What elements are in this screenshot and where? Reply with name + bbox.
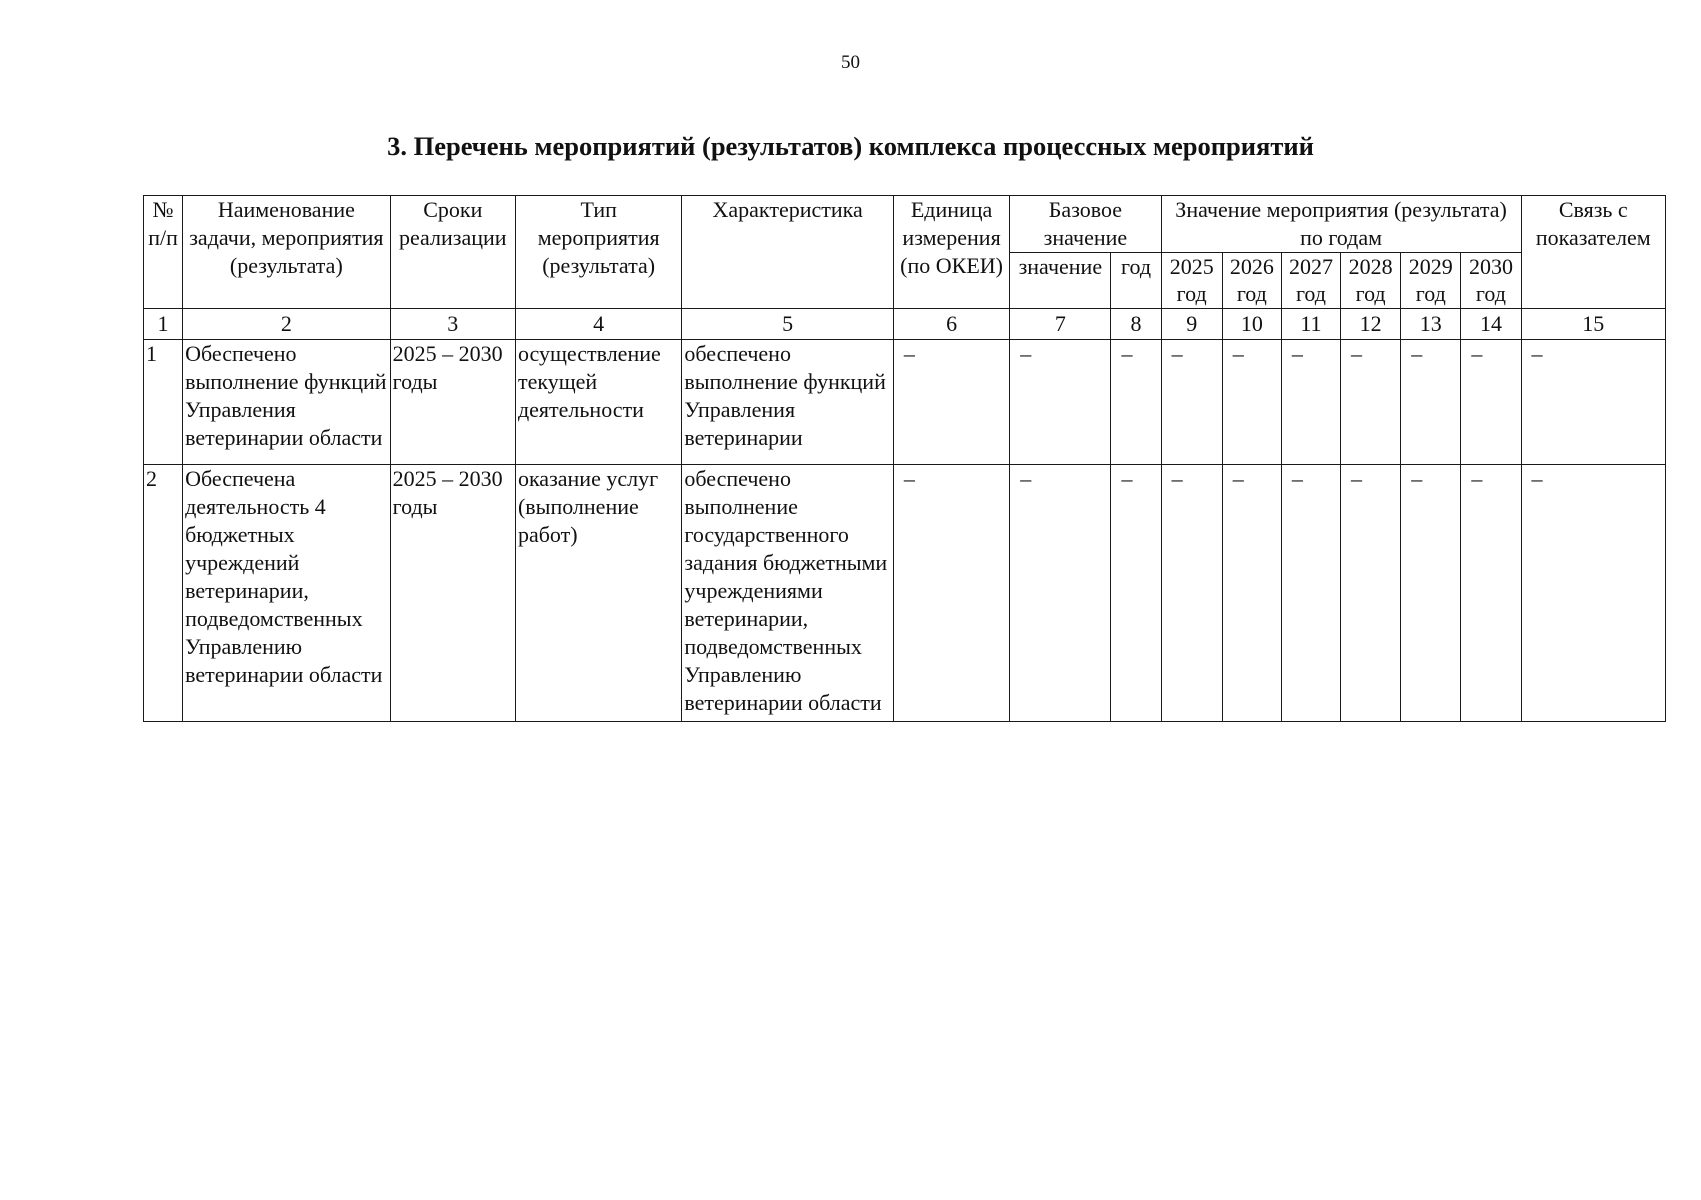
row-value-2026: – bbox=[1222, 465, 1281, 722]
header-col-number: № п/п bbox=[144, 196, 183, 309]
row-link: – bbox=[1521, 340, 1665, 465]
row-value-2027: – bbox=[1281, 465, 1340, 722]
column-number: 15 bbox=[1521, 309, 1665, 340]
row-value-2029: – bbox=[1401, 465, 1461, 722]
table-row bbox=[144, 340, 1666, 465]
header-base-year: год bbox=[1111, 253, 1161, 309]
column-number-row bbox=[144, 309, 1666, 340]
row-base-value: – bbox=[1010, 465, 1111, 722]
row-type: осуществление текущей деятельности bbox=[515, 340, 681, 465]
header-year-2029: 2029 год bbox=[1401, 253, 1461, 309]
column-number: 11 bbox=[1281, 309, 1340, 340]
row-value-2027: – bbox=[1281, 340, 1340, 465]
header-col-link: Связь с показателем bbox=[1521, 196, 1665, 309]
header-col-type: Тип мероприятия (результата) bbox=[515, 196, 681, 309]
row-unit: – bbox=[893, 465, 1009, 722]
row-name: Обеспечена деятельность 4 бюджетных учреждений ветеринарии, подведомственных Управлению ветеринарии области bbox=[183, 465, 391, 722]
row-value-2025: – bbox=[1161, 465, 1222, 722]
row-period: 2025 – 2030 годы bbox=[390, 340, 515, 465]
header-col-name: Наименование задачи, мероприятия (результата) bbox=[183, 196, 391, 309]
row-value-2025: – bbox=[1161, 340, 1222, 465]
row-number: 2 bbox=[144, 465, 183, 722]
header-row-1 bbox=[144, 196, 1666, 253]
row-value-2030: – bbox=[1461, 340, 1521, 465]
header-base-group: Базовое значение bbox=[1010, 196, 1161, 253]
header-base-value: значение bbox=[1010, 253, 1111, 309]
page-number: 50 bbox=[841, 52, 860, 73]
events-table bbox=[143, 195, 1666, 722]
row-base-value: – bbox=[1010, 340, 1111, 465]
header-year-2028: 2028 год bbox=[1341, 253, 1401, 309]
column-number: 1 bbox=[144, 309, 183, 340]
column-number: 9 bbox=[1161, 309, 1222, 340]
row-value-2026: – bbox=[1222, 340, 1281, 465]
header-col-unit: Единица измерения (по ОКЕИ) bbox=[893, 196, 1009, 309]
column-number: 8 bbox=[1111, 309, 1161, 340]
column-number: 14 bbox=[1461, 309, 1521, 340]
row-base-year: – bbox=[1111, 465, 1161, 722]
row-period: 2025 – 2030 годы bbox=[390, 465, 515, 722]
row-value-2029: – bbox=[1401, 340, 1461, 465]
row-link: – bbox=[1521, 465, 1665, 722]
row-value-2028: – bbox=[1341, 465, 1401, 722]
header-year-2026: 2026 год bbox=[1222, 253, 1281, 309]
row-unit: – bbox=[893, 340, 1009, 465]
column-number: 13 bbox=[1401, 309, 1461, 340]
table-row bbox=[144, 465, 1666, 722]
column-number: 5 bbox=[682, 309, 894, 340]
row-characteristic: обеспечено выполнение государственного задания бюджетными учреждениями ветеринарии, подведомственных Управлению ветеринарии области bbox=[682, 465, 894, 722]
page-title: 3. Перечень мероприятий (результатов) комплекса процессных мероприятий bbox=[387, 131, 1314, 161]
column-number: 12 bbox=[1341, 309, 1401, 340]
row-type: оказание услуг (выполнение работ) bbox=[515, 465, 681, 722]
header-col-characteristic: Характеристика bbox=[682, 196, 894, 309]
column-number: 10 bbox=[1222, 309, 1281, 340]
header-year-2030: 2030 год bbox=[1461, 253, 1521, 309]
column-number: 7 bbox=[1010, 309, 1111, 340]
row-value-2030: – bbox=[1461, 465, 1521, 722]
header-col-period: Сроки реализации bbox=[390, 196, 515, 309]
column-number: 4 bbox=[515, 309, 681, 340]
row-base-year: – bbox=[1111, 340, 1161, 465]
row-characteristic: обеспечено выполнение функций Управления ветеринарии bbox=[682, 340, 894, 465]
column-number: 3 bbox=[390, 309, 515, 340]
row-value-2028: – bbox=[1341, 340, 1401, 465]
column-number: 2 bbox=[183, 309, 391, 340]
header-year-2025: 2025 год bbox=[1161, 253, 1222, 309]
row-name: Обеспечено выполнение функций Управления ветеринарии области bbox=[183, 340, 391, 465]
column-number: 6 bbox=[893, 309, 1009, 340]
row-number: 1 bbox=[144, 340, 183, 465]
header-year-2027: 2027 год bbox=[1281, 253, 1340, 309]
header-years-group: Значение мероприятия (результата) по годам bbox=[1161, 196, 1521, 253]
